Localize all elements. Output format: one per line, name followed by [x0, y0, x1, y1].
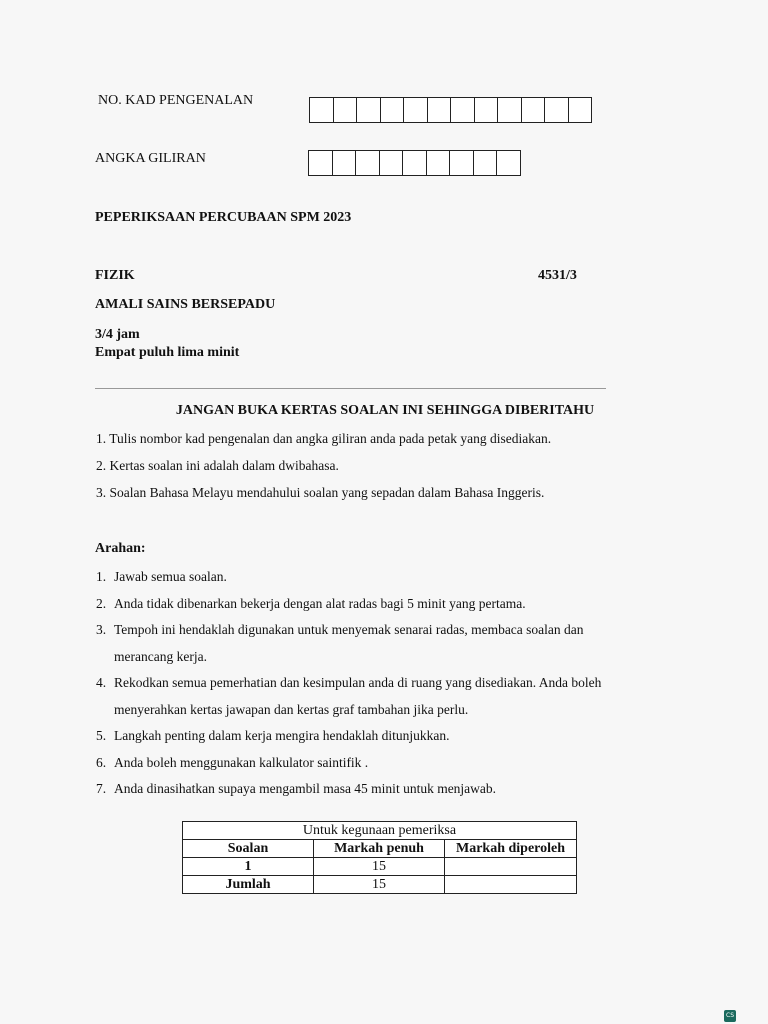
instruction-text: Rekodkan semua pemerhatian dan kesimpulan anda di ruang yang disediakan. Anda boleh	[114, 675, 602, 691]
ic-digit-box[interactable]	[568, 97, 593, 123]
instruction-item	[96, 750, 696, 777]
instruction-text: Tempoh ini hendaklah digunakan untuk menyemak senarai radas, membaca soalan dan	[114, 622, 584, 638]
exam-title: PEPERIKSAAN PERCUBAAN SPM 2023	[95, 210, 352, 225]
instruction-item	[96, 670, 696, 697]
ic-digit-box[interactable]	[521, 97, 546, 123]
ic-digit-box[interactable]	[333, 97, 358, 123]
ic-digit-box[interactable]	[497, 97, 522, 123]
instruction-number: 4.	[96, 675, 107, 691]
instruction-number: 6.	[96, 754, 107, 770]
instruction-number: 2.	[96, 595, 107, 611]
instruction-number: 5.	[96, 728, 107, 744]
warning-heading: JANGAN BUKA KERTAS SOALAN INI SEHINGGA DIBERITAHU	[175, 403, 595, 418]
index-digit-box[interactable]	[496, 150, 521, 176]
instruction-item	[96, 644, 696, 671]
paper-name: AMALI SAINS BERSEPADU	[95, 297, 276, 312]
duration: 3/4 jam	[95, 327, 140, 342]
ic-digit-box[interactable]	[544, 97, 569, 123]
instruction-number: 3.	[96, 622, 107, 638]
table-row	[183, 876, 577, 894]
camscanner-logo-icon: CS	[724, 1010, 736, 1022]
subject-code: 4531/3	[538, 268, 577, 283]
index-number-boxes[interactable]	[308, 150, 521, 176]
subject-name: FIZIK	[95, 268, 135, 283]
ic-digit-box[interactable]	[450, 97, 475, 123]
instruction-number: 7.	[96, 781, 107, 797]
ic-digit-box[interactable]	[427, 97, 452, 123]
ic-digit-box[interactable]	[356, 97, 381, 123]
index-digit-box[interactable]	[426, 150, 451, 176]
index-digit-box[interactable]	[308, 150, 333, 176]
ic-digit-box[interactable]	[309, 97, 334, 123]
instruction-item	[96, 776, 696, 803]
instruction-item	[96, 591, 696, 618]
index-digit-box[interactable]	[332, 150, 357, 176]
ic-digit-box[interactable]	[474, 97, 499, 123]
note-1: 1. Tulis nombor kad pengenalan dan angka giliran anda pada petak yang disediakan.	[96, 431, 552, 446]
table-header-question: Soalan	[183, 840, 314, 858]
table-caption: Untuk kegunaan pemeriksa	[183, 822, 577, 840]
index-digit-box[interactable]	[449, 150, 474, 176]
table-cell-total-label: Jumlah	[183, 876, 314, 894]
table-cell-total-full-marks: 15	[314, 876, 445, 894]
table-row	[183, 858, 577, 876]
instruction-item	[96, 564, 696, 591]
table-cell-marks-obtained[interactable]	[445, 858, 577, 876]
note-3: 3. Soalan Bahasa Melayu mendahului soalan yang sepadan dalam Bahasa Inggeris.	[96, 485, 545, 500]
instruction-item	[96, 697, 696, 724]
table-cell-question: 1	[183, 858, 314, 876]
ic-digit-box[interactable]	[380, 97, 405, 123]
instruction-text: Anda boleh menggunakan kalkulator saintifik .	[114, 754, 369, 770]
index-number-label: ANGKA GILIRAN	[95, 151, 206, 166]
instruction-text: Jawab semua soalan.	[114, 569, 227, 585]
index-digit-box[interactable]	[402, 150, 427, 176]
index-digit-box[interactable]	[379, 150, 404, 176]
instruction-number: 1.	[96, 569, 107, 585]
table-header-marks-obtained: Markah diperoleh	[445, 840, 577, 858]
instruction-text: menyerahkan kertas jawapan dan kertas graf tambahan jika perlu.	[114, 701, 469, 717]
instruction-text: Langkah penting dalam kerja mengira hendaklah ditunjukkan.	[114, 728, 450, 744]
examiner-marks-table	[182, 821, 577, 894]
table-header-full-marks: Markah penuh	[314, 840, 445, 858]
index-digit-box[interactable]	[355, 150, 380, 176]
note-2: 2. Kertas soalan ini adalah dalam dwibahasa.	[96, 458, 339, 473]
ic-number-boxes[interactable]	[309, 97, 592, 123]
divider	[95, 388, 606, 389]
ic-digit-box[interactable]	[403, 97, 428, 123]
instruction-text: Anda dinasihatkan supaya mengambil masa 45 minit untuk menjawab.	[114, 781, 497, 797]
table-cell-total-obtained[interactable]	[445, 876, 577, 894]
instruction-text: merancang kerja.	[114, 648, 207, 664]
duration-words: Empat puluh lima minit	[95, 345, 240, 360]
table-cell-full-marks: 15	[314, 858, 445, 876]
instruction-item	[96, 617, 696, 644]
instructions-list	[96, 564, 696, 803]
instructions-title: Arahan:	[95, 541, 146, 556]
instruction-text: Anda tidak dibenarkan bekerja dengan alat radas bagi 5 minit yang pertama.	[114, 595, 526, 611]
index-digit-box[interactable]	[473, 150, 498, 176]
instruction-item	[96, 723, 696, 750]
ic-label: NO. KAD PENGENALAN	[98, 93, 254, 108]
